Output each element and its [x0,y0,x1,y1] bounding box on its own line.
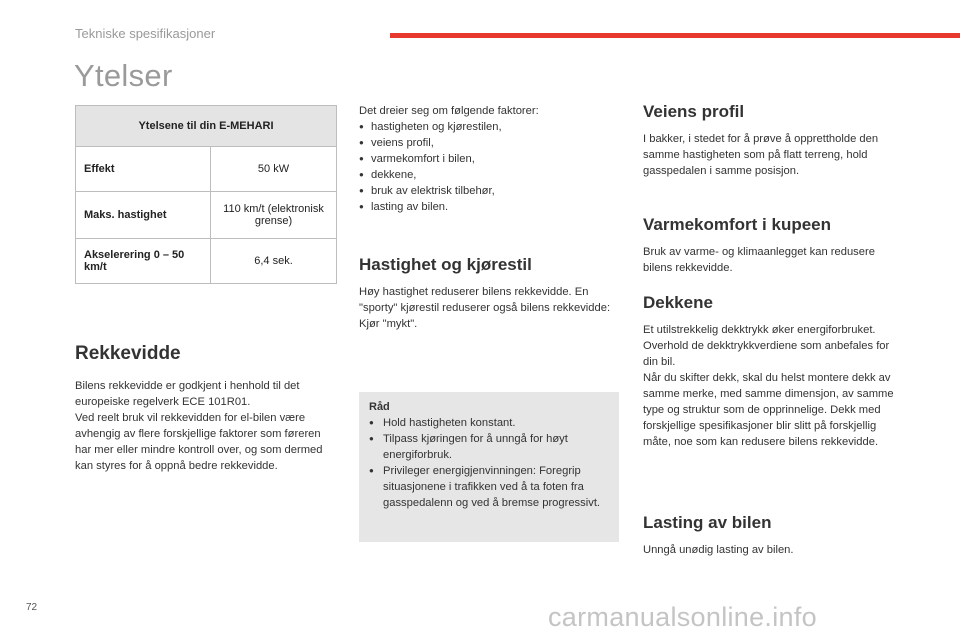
page-title: Ytelser [74,58,173,93]
list-item: ● varmekomfort i bilen, [359,151,621,167]
rekkevidde-section [75,343,337,474]
list-item: ● lasting av bilen. [359,199,621,215]
advice-title: Råd [369,401,390,413]
dekkene-section [643,293,905,450]
hastighet-heading: Hastighet og kjørestil [359,255,532,274]
advice-list [369,415,609,511]
rekkevidde-heading: Rekkevidde [75,343,181,364]
varmekomfort-text: Bruk av varme- og klimaanlegget kan redusere bilens rekkevidde. [643,246,875,274]
spec-label: Maks. hastighet [76,192,211,239]
varmekomfort-section [643,215,905,276]
list-item: ● veiens profil, [359,135,621,151]
list-item: ● Privileger energigjenvinningen: Foregrip situasjonene i trafikken ved å ta foten fra gasspedalenn og ved å bremse progressivt. [369,463,609,511]
section-header-label: Tekniske spesifikasjoner [75,26,216,41]
table-row [76,147,337,192]
performance-spec-table [75,105,337,284]
page-number: 72 [26,602,38,613]
veiens-profil-heading: Veiens profil [643,102,745,121]
header-accent-bar [390,33,960,38]
site-watermark: carmanualsonline.info [548,602,817,632]
table-row [76,239,337,284]
lasting-heading: Lasting av bilen [643,513,772,532]
list-item: ● bruk av elektrisk tilbehør, [359,183,621,199]
lasting-text: Unngå unødig lasting av bilen. [643,544,794,556]
veiens-profil-section [643,102,905,179]
list-item: ● Tilpass kjøringen for å unngå for høyt energiforbruk. [369,431,609,463]
spec-value: 6,4 sek. [211,239,337,284]
dekkene-text-2: Når du skifter dekk, skal du helst montere dekk av samme merke, med samme dimensjon, av samme type og struktur som de opprinnelige. Dekk med forskjellige spesifikasjoner blir slitt på forskjellig måte, noe som kan redusere bilens rekkevidde. [643,372,894,448]
varmekomfort-heading: Varmekomfort i kupeen [643,215,832,234]
lasting-section [643,513,905,558]
spec-value: 110 km/t (elektronisk grense) [211,192,337,239]
veiens-profil-text: I bakker, i stedet for å prøve å opprettholde den samme hastigheten som på flatt terreng, hold gasspedalen i samme posisjon. [643,133,879,177]
factors-list [359,119,621,215]
spec-label: Akselerering 0 – 50 km/t [76,239,211,284]
spec-table-heading: Ytelsene til din E-MEHARI [76,106,337,147]
dekkene-heading: Dekkene [643,293,713,312]
hastighet-text: Høy hastighet reduserer bilens rekkevidde. En "sporty" kjørestil reduserer også bilens rekkevidde: Kjør "mykt". [359,286,611,330]
list-item: ● hastigheten og kjørestilen, [359,119,621,135]
hastighet-section [359,255,621,332]
rekkevidde-text: Bilens rekkevidde er godkjent i henhold til det europeiske regelverk ECE 101R01. [75,380,300,408]
table-row [76,192,337,239]
factors-intro: Det dreier seg om følgende faktorer: [359,105,539,117]
advice-box [359,392,619,542]
factors-section [359,103,621,215]
dekkene-text: Et utilstrekkelig dekktrykk øker energiforbruket. Overhold de dekktrykkverdiene som anbefales for din bil. [643,324,890,368]
list-item: ● dekkene, [359,167,621,183]
spec-value: 50 kW [211,147,337,192]
spec-label: Effekt [76,147,211,192]
list-item: ● Hold hastigheten konstant. [369,415,609,431]
rekkevidde-text-2: Ved reelt bruk vil rekkevidden for el-bilen være avhengig av flere forskjellige faktorer som føreren har mer eller mindre kontroll over, og som dermed kan styres for å oppnå bedre rekkevidde. [75,412,323,472]
